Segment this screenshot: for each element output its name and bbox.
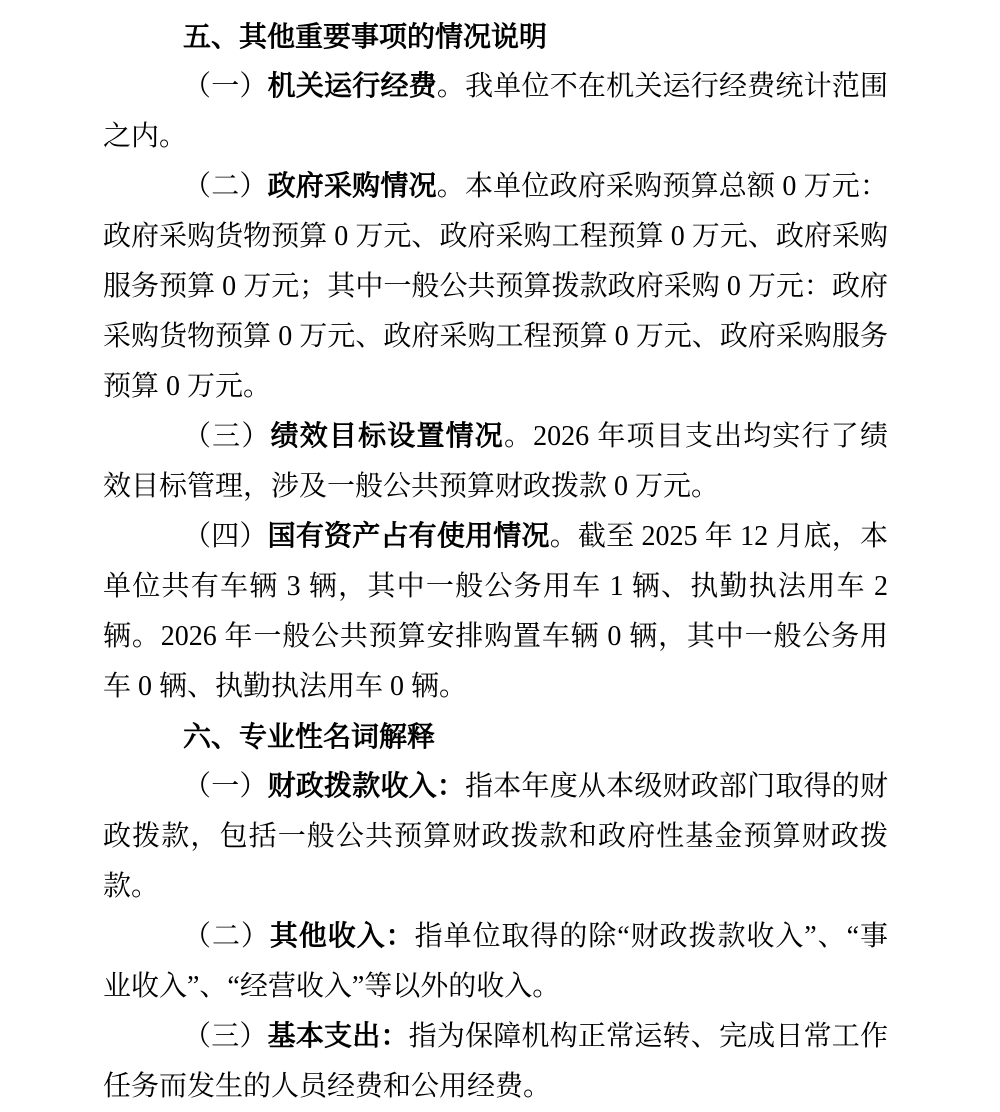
item-number: （二） [183, 921, 270, 952]
item-number: （一） [183, 71, 268, 102]
item-body-text: 指单位取得的除“财政拨款收入”、“事业收入”、“经营收入”等以外的收入。 [103, 921, 888, 1002]
document-body [103, 12, 888, 1112]
item-number: （二） [183, 171, 268, 202]
item-term: 财政拨款收入： [267, 771, 466, 802]
item-term: 机关运行经费 [267, 71, 437, 102]
paragraph [103, 512, 888, 712]
paragraph [103, 162, 888, 412]
item-body-text: 我单位不在机关运行经费统计范围之内。 [103, 71, 888, 152]
item-term: 基本支出： [267, 1021, 409, 1052]
paragraph [103, 62, 888, 162]
paragraph [103, 1012, 888, 1112]
paragraph [103, 762, 888, 912]
item-separator: 。 [503, 421, 534, 452]
paragraph [103, 412, 888, 512]
item-term: 绩效目标设置情况 [270, 421, 504, 452]
item-separator: 。 [436, 71, 466, 102]
item-number: （四） [183, 521, 268, 552]
item-term: 其他收入： [269, 921, 415, 952]
section-heading: 五、其他重要事项的情况说明 [183, 21, 548, 52]
item-term: 国有资产占有使用情况 [267, 521, 550, 552]
section-heading: 六、专业性名词解释 [183, 721, 436, 752]
item-number: （三） [183, 1021, 268, 1052]
item-body-text: 截至 2025 年 12 月底，本单位共有车辆 3 辆，其中一般公务用车 1 辆、执勤执法用车 2 辆。2026 年一般公共预算安排购置车辆 0 辆，其中一般公务用车 0 辆、执勤执法用车 0 辆。 [103, 521, 888, 702]
item-body-text: 本单位政府采购预算总额 0 万元：政府采购货物预算 0 万元、政府采购工程预算 0 万元、政府采购服务预算 0 万元；其中一般公共预算拨款政府采购 0 万元：政府采购货物预算 0 万元、政府采购工程预算 0 万元、政府采购服务预算 0 万元。 [103, 171, 888, 402]
paragraph [103, 912, 888, 1012]
item-number: （三） [183, 421, 271, 452]
item-body-text: 2026 年项目支出均实行了绩效目标管理，涉及一般公共预算财政拨款 0 万元。 [103, 421, 888, 502]
item-body-text: 指本年度从本级财政部门取得的财政拨款，包括一般公共预算财政拨款和政府性基金预算财政拨款。 [103, 771, 888, 902]
item-separator: 。 [436, 171, 465, 202]
item-number: （一） [183, 771, 268, 802]
item-term: 政府采购情况 [267, 171, 437, 202]
item-separator: 。 [549, 521, 578, 552]
item-body-text: 指为保障机构正常运转、完成日常工作任务而发生的人员经费和公用经费。 [103, 1021, 888, 1102]
